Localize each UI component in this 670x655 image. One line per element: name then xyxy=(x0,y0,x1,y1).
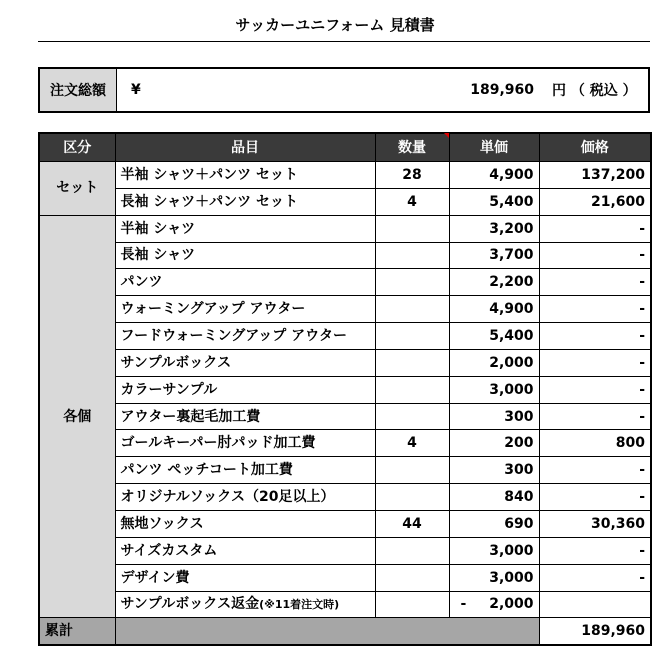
qty-cell[interactable] xyxy=(375,296,449,323)
unit-price-cell[interactable]: 2,000 xyxy=(449,349,539,376)
refund-unit-price: 2,000 xyxy=(489,596,534,613)
table-row xyxy=(39,403,651,430)
table-row xyxy=(39,564,651,591)
category-each[interactable]: 各個 xyxy=(39,215,115,618)
header-qty[interactable]: 数量 xyxy=(375,133,449,162)
header-unit-price[interactable]: 単価 xyxy=(449,133,539,162)
qty-cell[interactable]: 28 xyxy=(375,162,449,189)
item-cell[interactable]: フードウォーミングアップ アウター xyxy=(115,323,375,350)
table-row xyxy=(39,510,651,537)
header-category[interactable]: 区分 xyxy=(39,133,115,162)
sum-amount[interactable]: 189,960 xyxy=(539,618,651,645)
unit-price-cell[interactable]: 300 xyxy=(449,457,539,484)
price-cell[interactable]: 800 xyxy=(539,430,651,457)
item-cell[interactable]: 長袖 シャツ xyxy=(115,242,375,269)
price-cell[interactable]: 30,360 xyxy=(539,510,651,537)
price-cell[interactable]: - xyxy=(539,376,651,403)
price-cell[interactable]: - xyxy=(539,484,651,511)
sum-label[interactable]: 累計 xyxy=(39,618,115,645)
unit-price-cell[interactable]: 5,400 xyxy=(449,188,539,215)
unit-price-cell[interactable]: 2,200 xyxy=(449,269,539,296)
unit-price-cell[interactable]: 840 xyxy=(449,484,539,511)
item-cell[interactable]: 半袖 シャツ xyxy=(115,215,375,242)
qty-cell[interactable] xyxy=(375,537,449,564)
item-cell[interactable]: カラーサンプル xyxy=(115,376,375,403)
table-row xyxy=(39,296,651,323)
item-cell[interactable]: サイズカスタム xyxy=(115,537,375,564)
item-cell[interactable]: パンツ xyxy=(115,269,375,296)
qty-cell[interactable]: 4 xyxy=(375,430,449,457)
price-cell[interactable]: - xyxy=(539,403,651,430)
qty-cell[interactable] xyxy=(375,242,449,269)
header-item[interactable]: 品目 xyxy=(115,133,375,162)
table-row xyxy=(39,323,651,350)
unit-price-cell[interactable]: 200 xyxy=(449,430,539,457)
table-row xyxy=(39,430,651,457)
unit-price-cell[interactable]: 300 xyxy=(449,403,539,430)
price-cell[interactable]: - xyxy=(539,215,651,242)
price-cell[interactable]: - xyxy=(539,296,651,323)
currency-symbol: ¥ xyxy=(131,82,141,98)
unit-price-cell[interactable]: 3,700 xyxy=(449,242,539,269)
table-row xyxy=(39,591,651,618)
category-set[interactable]: セット xyxy=(39,162,115,216)
unit-price-cell[interactable]: 4,900 xyxy=(449,162,539,189)
unit-price-cell[interactable]: 3,000 xyxy=(449,376,539,403)
unit-price-cell[interactable]: 5,400 xyxy=(449,323,539,350)
table-header-row xyxy=(39,133,651,162)
comment-marker-icon xyxy=(444,133,449,138)
qty-cell[interactable] xyxy=(375,269,449,296)
price-cell[interactable]: - xyxy=(539,537,651,564)
qty-cell[interactable] xyxy=(375,376,449,403)
table-row xyxy=(39,376,651,403)
price-cell[interactable]: - xyxy=(539,349,651,376)
item-cell[interactable]: 長袖 シャツ＋パンツ セット xyxy=(115,188,375,215)
table-row xyxy=(39,242,651,269)
item-cell[interactable]: ウォーミングアップ アウター xyxy=(115,296,375,323)
price-cell[interactable]: 21,600 xyxy=(539,188,651,215)
unit-price-cell[interactable]: 3,000 xyxy=(449,564,539,591)
item-cell[interactable]: パンツ ペッチコート加工費 xyxy=(115,457,375,484)
document-title: サッカーユニフォーム 見積書 xyxy=(235,16,435,34)
sum-row xyxy=(39,618,651,645)
refund-note: (※11着注文時) xyxy=(259,597,340,611)
order-total-box xyxy=(38,67,650,113)
order-total-unit: 円 （ 税込 ） xyxy=(552,83,637,99)
item-cell[interactable]: デザイン費 xyxy=(115,564,375,591)
sum-blank xyxy=(115,618,539,645)
refund-item-label: サンプルボックス返金 xyxy=(120,595,260,612)
table-row xyxy=(39,537,651,564)
item-cell[interactable]: サンプルボックス xyxy=(115,349,375,376)
price-cell[interactable] xyxy=(539,591,651,618)
qty-cell[interactable] xyxy=(375,215,449,242)
title-underline xyxy=(38,41,650,42)
item-cell[interactable]: 半袖 シャツ＋パンツ セット xyxy=(115,162,375,189)
qty-cell[interactable] xyxy=(375,484,449,511)
table-row xyxy=(39,457,651,484)
item-cell[interactable]: アウター裏起毛加工費 xyxy=(115,403,375,430)
unit-price-cell[interactable]: 3,000 xyxy=(449,537,539,564)
table-row xyxy=(39,269,651,296)
header-price[interactable]: 価格 xyxy=(539,133,651,162)
unit-price-cell[interactable]: 690 xyxy=(449,510,539,537)
price-cell[interactable]: - xyxy=(539,269,651,296)
qty-cell[interactable] xyxy=(375,349,449,376)
table-row xyxy=(39,188,651,215)
table-row xyxy=(39,484,651,511)
qty-cell[interactable] xyxy=(375,564,449,591)
table-row xyxy=(39,349,651,376)
qty-cell[interactable] xyxy=(375,591,449,618)
order-total-label: 注文総額 xyxy=(40,69,117,111)
table-row xyxy=(39,162,651,189)
qty-cell[interactable] xyxy=(375,403,449,430)
negative-sign: - xyxy=(460,596,467,613)
unit-price-cell[interactable] xyxy=(449,591,539,618)
item-cell[interactable] xyxy=(115,591,375,618)
estimate-table xyxy=(38,132,652,646)
item-cell[interactable]: 無地ソックス xyxy=(115,510,375,537)
qty-cell[interactable] xyxy=(375,323,449,350)
price-cell[interactable]: - xyxy=(539,564,651,591)
unit-price-cell[interactable]: 4,900 xyxy=(449,296,539,323)
price-cell[interactable]: - xyxy=(539,242,651,269)
order-total-amount: 189,960 xyxy=(470,82,534,98)
unit-price-cell[interactable]: 3,200 xyxy=(449,215,539,242)
price-cell[interactable]: - xyxy=(539,323,651,350)
qty-cell[interactable]: 44 xyxy=(375,510,449,537)
price-cell[interactable]: - xyxy=(539,457,651,484)
qty-cell[interactable]: 4 xyxy=(375,188,449,215)
price-cell[interactable]: 137,200 xyxy=(539,162,651,189)
table-row xyxy=(39,215,651,242)
item-cell[interactable]: ゴールキーパー肘パッド加工費 xyxy=(115,430,375,457)
qty-cell[interactable] xyxy=(375,457,449,484)
item-cell[interactable]: オリジナルソックス（20足以上） xyxy=(115,484,375,511)
